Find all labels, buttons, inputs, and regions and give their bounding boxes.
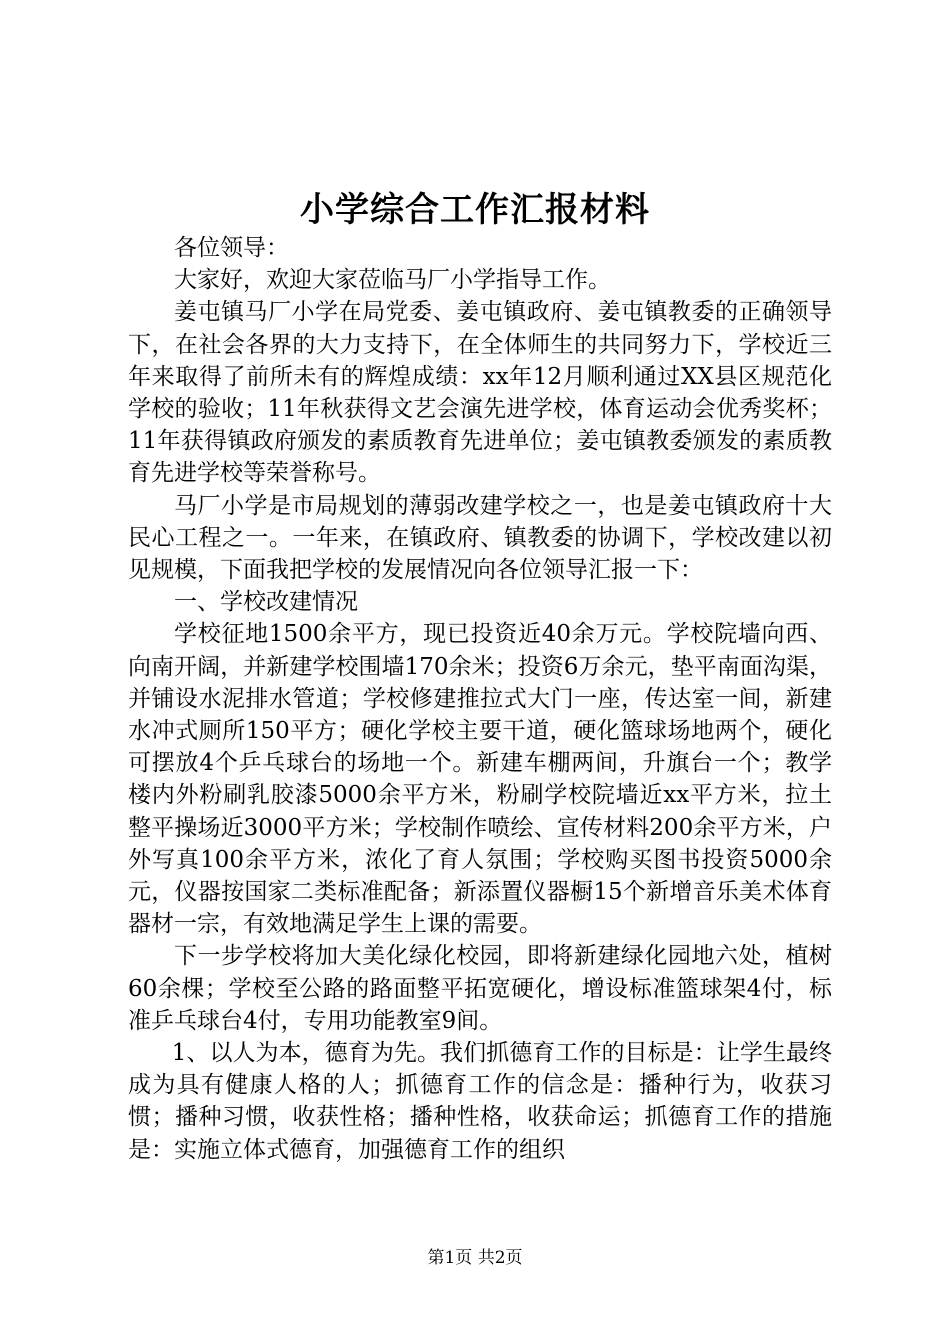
greeting-paragraph: 大家好，欢迎大家莅临马厂小学指导工作。 xyxy=(174,267,611,294)
document-body xyxy=(128,232,832,1166)
renovation-paragraph: 学校征地1500余平方，现已投资近40余万元。学校院墙向西、向南开阔，并新建学校围墙170余米；投资6万余元，垫平南面沟渠，并铺设水泥排水管道；学校修建推拉式大门一座，传达室一间，新建水冲式厕所150平方；硬化学校主要干道，硬化篮球场地两个，硬化可摆放4个乒乓球台的场地一个。新建车棚两间，升旗台一个；教学楼内外粉刷乳胶漆5000余平方米，粉刷学校院墙近xx平方米，拉土整平操场近3000平方米；学校制作喷绘、宣传材料200余平方米，户外写真100余平方米，浓化了育人氛围；学校购买图书投资5000余元，仪器按国家二类标准配备；新添置仪器橱15个新增音乐美术体育器材一宗，有效地满足学生上课的需要。 xyxy=(128,621,832,938)
document-title: 小学综合工作汇报材料 xyxy=(300,190,650,230)
introduction-paragraph: 马厂小学是市局规划的薄弱改建学校之一，也是姜屯镇政府十大民心工程之一。一年来，在镇政府、镇教委的协调下，学校改建以初见规模，下面我把学校的发展情况向各位领导汇报一下： xyxy=(128,492,832,584)
page-number-footer: 第1页 共2页 xyxy=(427,1248,523,1268)
section-heading: 一、学校改建情况 xyxy=(174,589,358,616)
achievements-paragraph: 姜屯镇马厂小学在局党委、姜屯镇政府、姜屯镇教委的正确领导下，在社会各界的大力支持下，在全体师生的共同努力下，学校近三年来取得了前所未有的辉煌成绩：xx年12月顺利通过XX县区规范化学校的验收；11年秋获得文艺会演先进学校，体育运动会优秀奖杯；11年获得镇政府颁发的素质教育先进单位；姜屯镇教委颁发的素质教育先进学校等荣誉称号。 xyxy=(128,299,832,487)
moral-education-paragraph: 1、以人为本，德育为先。我们抓德育工作的目标是：让学生最终成为具有健康人格的人；抓德育工作的信念是：播种行为，收获习惯；播种习惯，收获性格；播种性格，收获命运；抓德育工作的措施是：实施立体式德育，加强德育工作的组织 xyxy=(128,1040,832,1163)
salutation: 各位领导： xyxy=(174,235,289,261)
next-steps-paragraph: 下一步学校将加大美化绿化校园，即将新建绿化园地六处，植树60余棵；学校至公路的路面整平拓宽硬化，增设标准篮球架4付，标准乒乓球台4付，专用功能教室9间。 xyxy=(128,943,832,1034)
